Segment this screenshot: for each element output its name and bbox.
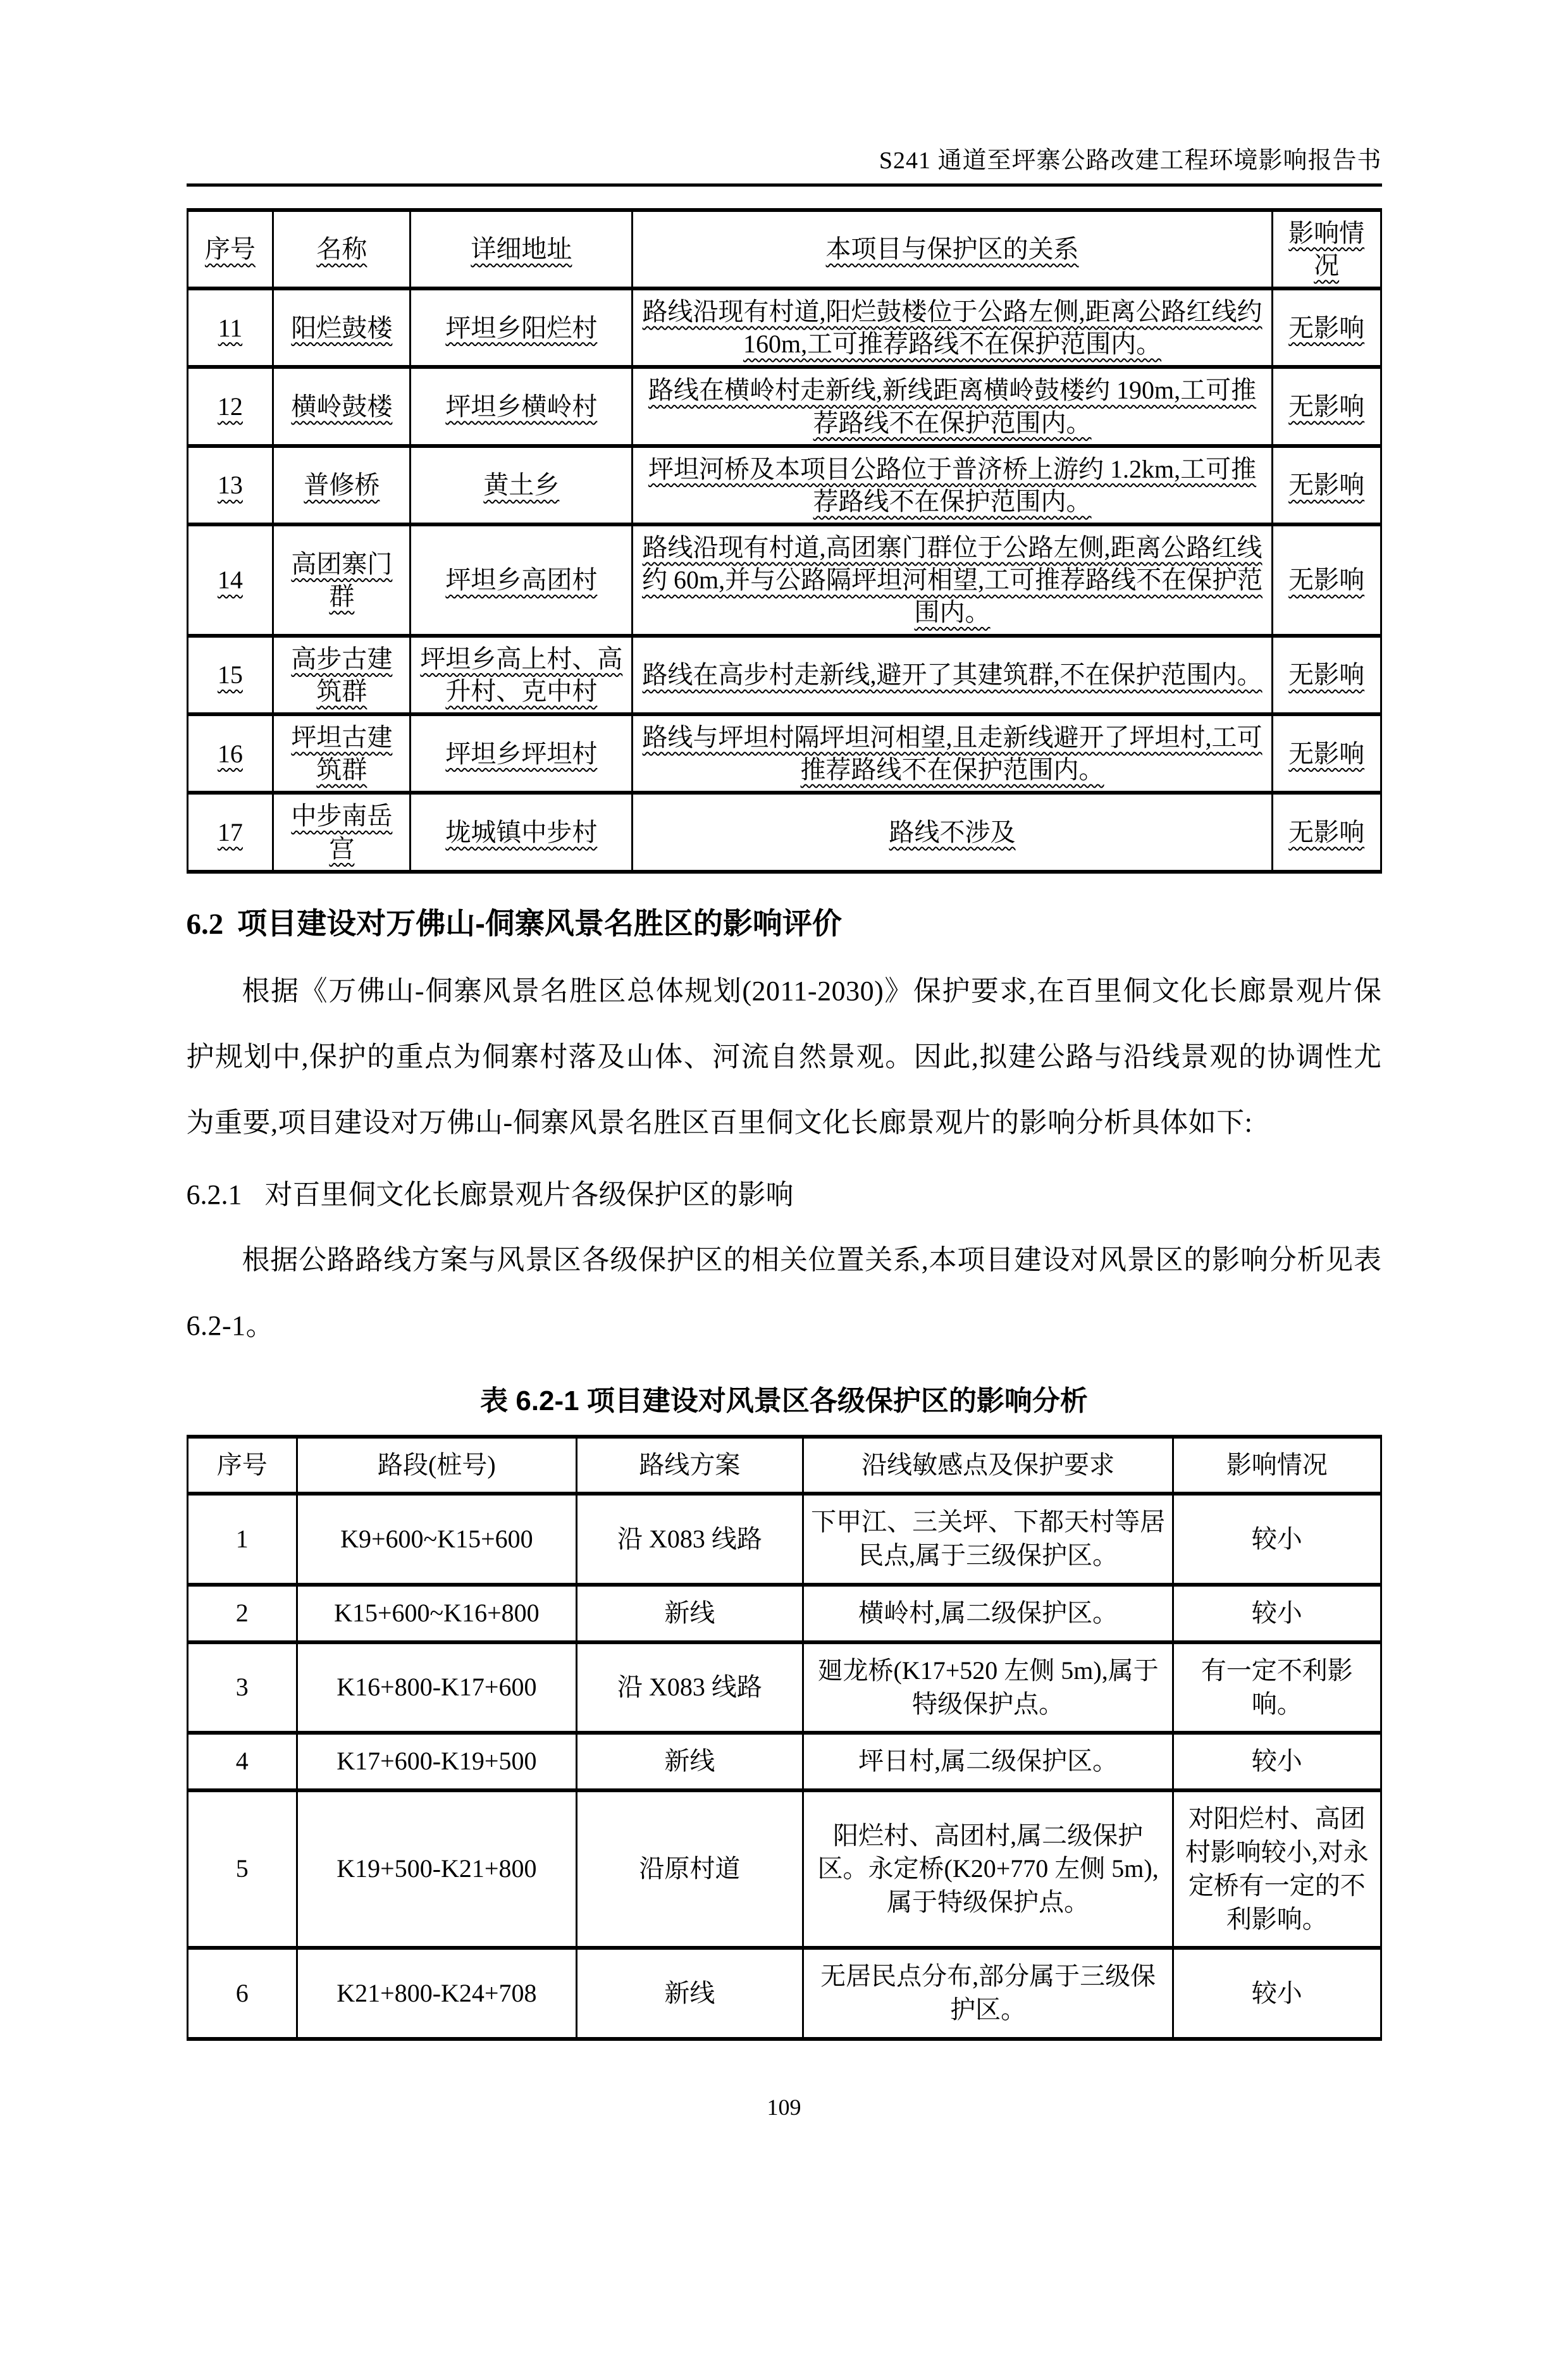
cell-impact: 无影响 xyxy=(1272,367,1381,445)
table-row xyxy=(187,714,1381,793)
cell-no: 3 xyxy=(187,1642,297,1733)
cell-relation: 路线沿现有村道,阳烂鼓楼位于公路左侧,距离公路红线约 160m,工可推荐路线不在保护范围内。 xyxy=(633,288,1272,367)
cell-address: 坪坦乡坪坦村 xyxy=(411,714,633,793)
cell-impact: 无影响 xyxy=(1272,793,1381,871)
cell-name: 普修桥 xyxy=(273,446,411,524)
cell-sensitive: 横岭村,属二级保护区。 xyxy=(803,1585,1173,1642)
document-page xyxy=(187,147,1382,2121)
cell-address: 坪坦乡横岭村 xyxy=(411,367,633,445)
section-number: 6.2 xyxy=(186,907,224,941)
cell-no: 4 xyxy=(187,1733,297,1790)
cell-name: 高团寨门群 xyxy=(273,524,411,636)
cell-impact: 较小 xyxy=(1173,1948,1381,2039)
cell-no: 11 xyxy=(187,288,273,367)
cell-impact: 无影响 xyxy=(1272,524,1381,636)
cell-sensitive: 廻龙桥(K17+520 左侧 5m),属于特级保护点。 xyxy=(803,1642,1173,1733)
cell-name: 高步古建筑群 xyxy=(273,636,411,714)
table-row xyxy=(187,1790,1381,1948)
cell-impact: 较小 xyxy=(1173,1585,1381,1642)
cell-scheme: 沿 X083 线路 xyxy=(576,1494,803,1585)
column-header-name: 名称 xyxy=(273,210,411,288)
table-row xyxy=(187,793,1381,871)
paragraph-table-intro: 根据公路路线方案与风景区各级保护区的相关位置关系,本项目建设对风景区的影响分析见表 6.2-1。 xyxy=(186,1244,1382,1341)
section-heading-6-2 xyxy=(187,905,1382,943)
cell-impact: 较小 xyxy=(1173,1494,1381,1585)
cell-impact: 较小 xyxy=(1173,1733,1381,1790)
column-header-segment: 路段(桩号) xyxy=(297,1437,577,1494)
column-header-address: 详细地址 xyxy=(411,210,633,288)
cell-address: 坪坦乡高团村 xyxy=(411,524,633,636)
cell-no: 1 xyxy=(187,1494,297,1585)
cell-no: 16 xyxy=(187,714,273,793)
column-header-relation: 本项目与保护区的关系 xyxy=(633,210,1272,288)
cell-scheme: 新线 xyxy=(576,1948,803,2039)
subsection-title: 对百里侗文化长廊景观片各级保护区的影响 xyxy=(264,1179,794,1210)
cell-address: 坪坦乡高上村、高升村、克中村 xyxy=(411,636,633,714)
cell-impact: 无影响 xyxy=(1272,714,1381,793)
cell-sensitive: 无居民点分布,部分属于三级保护区。 xyxy=(803,1948,1173,2039)
cell-no: 5 xyxy=(187,1790,297,1948)
cell-name: 阳烂鼓楼 xyxy=(273,288,411,367)
table-header-row xyxy=(187,1437,1381,1494)
cell-impact: 无影响 xyxy=(1272,636,1381,714)
cell-relation: 路线在横岭村走新线,新线距离横岭鼓楼约 190m,工可推荐路线不在保护范围内。 xyxy=(633,367,1272,445)
cell-no: 6 xyxy=(187,1948,297,2039)
cell-no: 13 xyxy=(187,446,273,524)
table-row xyxy=(187,1494,1381,1585)
column-header-scheme: 路线方案 xyxy=(576,1437,803,1494)
cell-name: 中步南岳宫 xyxy=(273,793,411,871)
column-header-impact: 影响情况 xyxy=(1272,210,1381,288)
cell-no: 12 xyxy=(187,367,273,445)
cell-relation: 路线不涉及 xyxy=(633,793,1272,871)
cell-sensitive: 阳烂村、高团村,属二级保护区。永定桥(K20+770 左侧 5m),属于特级保护点。 xyxy=(803,1790,1173,1948)
heritage-impact-table xyxy=(187,208,1382,874)
cell-scheme: 新线 xyxy=(576,1733,803,1790)
column-header-impact: 影响情况 xyxy=(1173,1437,1381,1494)
cell-relation: 坪坦河桥及本项目公路位于普济桥上游约 1.2km,工可推荐路线不在保护范围内。 xyxy=(633,446,1272,524)
section-title: 项目建设对万佛山-侗寨风景名胜区的影响评价 xyxy=(237,906,842,940)
table-caption: 表 6.2-1 项目建设对风景区各级保护区的影响分析 xyxy=(480,1385,1088,1416)
cell-relation: 路线在高步村走新线,避开了其建筑群,不在保护范围内。 xyxy=(633,636,1272,714)
table-row xyxy=(187,1948,1381,2039)
table-row xyxy=(187,288,1381,367)
cell-relation: 路线与坪坦村隔坪坦河相望,且走新线避开了坪坦村,工可推荐路线不在保护范围内。 xyxy=(633,714,1272,793)
cell-name: 横岭鼓楼 xyxy=(273,367,411,445)
cell-scheme: 新线 xyxy=(576,1585,803,1642)
cell-no: 14 xyxy=(187,524,273,636)
table-row xyxy=(187,446,1381,524)
report-title: S241 通道至坪寨公路改建工程环境影响报告书 xyxy=(879,147,1382,174)
cell-address: 垅城镇中步村 xyxy=(411,793,633,871)
cell-address: 坪坦乡阳烂村 xyxy=(411,288,633,367)
subsection-number: 6.2.1 xyxy=(186,1179,242,1210)
cell-address: 黄土乡 xyxy=(411,446,633,524)
table-row xyxy=(187,1733,1381,1790)
column-header-sensitive: 沿线敏感点及保护要求 xyxy=(803,1437,1173,1494)
cell-no: 15 xyxy=(187,636,273,714)
table-row xyxy=(187,636,1381,714)
section-heading-6-2-1 xyxy=(187,1177,1382,1212)
cell-segment: K19+500-K21+800 xyxy=(297,1790,577,1948)
cell-segment: K15+600~K16+800 xyxy=(297,1585,577,1642)
cell-segment: K21+800-K24+708 xyxy=(297,1948,577,2039)
cell-segment: K16+800-K17+600 xyxy=(297,1642,577,1733)
protection-zone-impact-table xyxy=(187,1435,1382,2041)
cell-impact: 对阳烂村、高团村影响较小,对永定桥有一定的不利影响。 xyxy=(1173,1790,1381,1948)
table-row xyxy=(187,1585,1381,1642)
cell-no: 17 xyxy=(187,793,273,871)
cell-scheme: 沿原村道 xyxy=(576,1790,803,1948)
cell-impact: 无影响 xyxy=(1272,446,1381,524)
page-header xyxy=(187,147,1382,187)
cell-no: 2 xyxy=(187,1585,297,1642)
cell-segment: K9+600~K15+600 xyxy=(297,1494,577,1585)
cell-name: 坪坦古建筑群 xyxy=(273,714,411,793)
column-header-no: 序号 xyxy=(187,1437,297,1494)
cell-impact: 有一定不利影响。 xyxy=(1173,1642,1381,1733)
table-row xyxy=(187,1642,1381,1733)
page-number: 109 xyxy=(767,2094,801,2120)
cell-impact: 无影响 xyxy=(1272,288,1381,367)
cell-segment: K17+600-K19+500 xyxy=(297,1733,577,1790)
table-row xyxy=(187,524,1381,636)
cell-relation: 路线沿现有村道,高团寨门群位于公路左侧,距离公路红线约 60m,并与公路隔坪坦河相望,工可推荐路线不在保护范围内。 xyxy=(633,524,1272,636)
table-row xyxy=(187,367,1381,445)
column-header-no: 序号 xyxy=(187,210,273,288)
table-header-row xyxy=(187,210,1381,288)
paragraph-overview: 根据《万佛山-侗寨风景名胜区总体规划(2011-2030)》保护要求,在百里侗文化长廊景观片保护规划中,保护的重点为侗寨村落及山体、河流自然景观。因此,拟建公路与沿线景观的协调性尤为重要,项目建设对万佛山-侗寨风景名胜区百里侗文化长廊景观片的影响分析具体如下: xyxy=(186,975,1382,1138)
cell-sensitive: 下甲江、三关坪、下都天村等居民点,属于三级保护区。 xyxy=(803,1494,1173,1585)
cell-sensitive: 坪日村,属二级保护区。 xyxy=(803,1733,1173,1790)
cell-scheme: 沿 X083 线路 xyxy=(576,1642,803,1733)
